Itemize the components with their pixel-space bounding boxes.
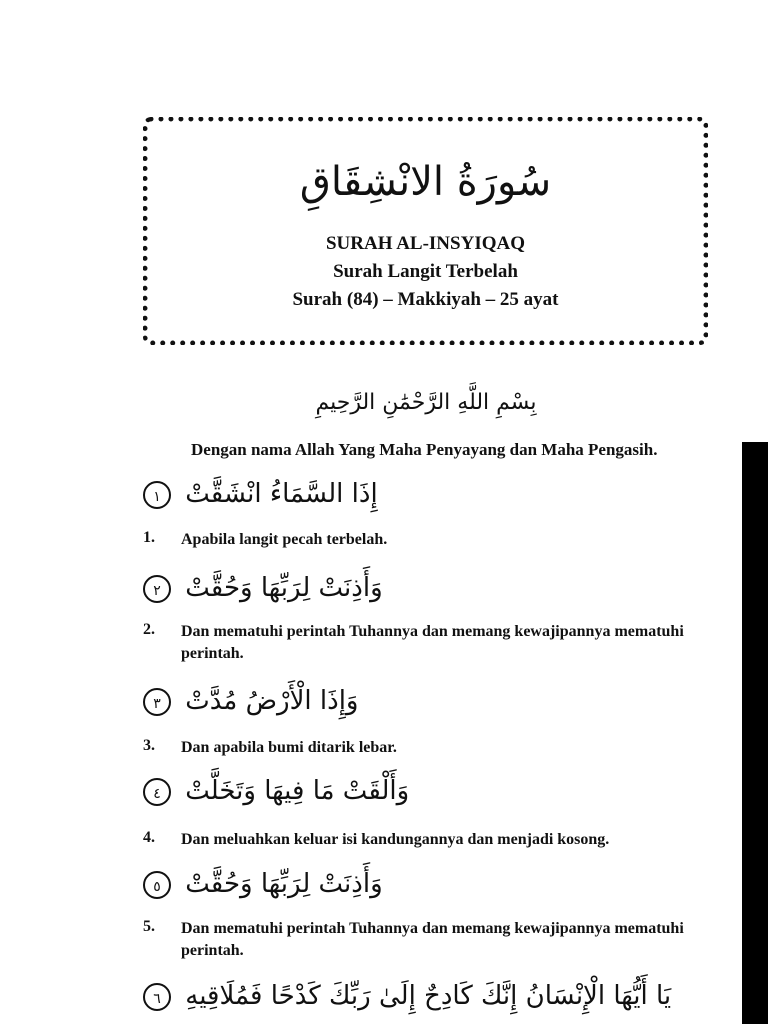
verse-arabic-text: وَأَذِنَتْ لِرَبِّهَا وَحُقَّتْ bbox=[185, 869, 383, 899]
bismillah-translation: Dengan nama Allah Yang Maha Penyayang dan Maha Pengasih. bbox=[191, 440, 658, 459]
scan-edge-bar bbox=[742, 442, 768, 1024]
verse-number: 3. bbox=[143, 737, 155, 754]
verse-arabic bbox=[143, 771, 409, 811]
surah-header-box bbox=[143, 117, 708, 345]
verse-arabic bbox=[143, 568, 383, 608]
verse-arabic bbox=[143, 864, 383, 904]
surah-meaning: Surah Langit Terbelah bbox=[333, 261, 518, 282]
verse-number: 2. bbox=[143, 621, 155, 638]
verse-number-marker: ٦ bbox=[143, 983, 171, 1011]
verse-number-marker: ٥ bbox=[143, 871, 171, 899]
surah-info: Surah (84) – Makkiyah – 25 ayat bbox=[292, 289, 559, 310]
verse-arabic bbox=[143, 681, 358, 721]
verse-arabic bbox=[143, 474, 378, 514]
verse-number: 4. bbox=[143, 829, 155, 846]
verse-number: 1. bbox=[143, 529, 155, 546]
verse-arabic-text: وَإِذَا الْأَرْضُ مُدَّتْ bbox=[185, 686, 359, 716]
verse-arabic-text: وَأَلْقَتْ مَا فِيهَا وَتَخَلَّتْ bbox=[185, 776, 410, 806]
verse-arabic-text: وَأَذِنَتْ لِرَبِّهَا وَحُقَّتْ bbox=[185, 573, 383, 603]
verse-arabic bbox=[143, 976, 671, 1016]
verse-arabic-text: إِذَا السَّمَاءُ انْشَقَّتْ bbox=[185, 479, 378, 509]
verse-translation: Dan apabila bumi ditarik lebar. bbox=[181, 739, 397, 756]
verse-number-marker: ٤ bbox=[143, 778, 171, 806]
verse-arabic-text: يَا أَيُّهَا الْإِنْسَانُ إِنَّكَ كَادِحٌ إِلَىٰ رَبِّكَ كَدْحًا فَمُلَاقِيهِ bbox=[185, 981, 672, 1011]
surah-latin-title: SURAH AL-INSYIQAQ bbox=[325, 233, 525, 254]
verse-translation: Dan mematuhi perintah Tuhannya dan memang kewajipannya mematuhi perintah. bbox=[181, 623, 684, 662]
verse-number: 5. bbox=[143, 918, 155, 935]
surah-header-text bbox=[148, 230, 703, 314]
verse-number-marker: ٣ bbox=[143, 688, 171, 716]
verse-translation: Dan mematuhi perintah Tuhannya dan memang kewajipannya mematuhi perintah. bbox=[181, 920, 684, 959]
verse-translation: Dan meluahkan keluar isi kandungannya dan menjadi kosong. bbox=[181, 831, 610, 848]
verse-number-marker: ٢ bbox=[143, 575, 171, 603]
verse-translation: Apabila langit pecah terbelah. bbox=[181, 531, 388, 548]
verse-number-marker: ١ bbox=[143, 481, 171, 509]
surah-arabic-title: سُورَةُ الانْشِقَاقِ bbox=[299, 159, 552, 205]
bismillah-arabic: بِسْمِ اللَّهِ الرَّحْمَٰنِ الرَّحِيمِ bbox=[315, 390, 537, 415]
